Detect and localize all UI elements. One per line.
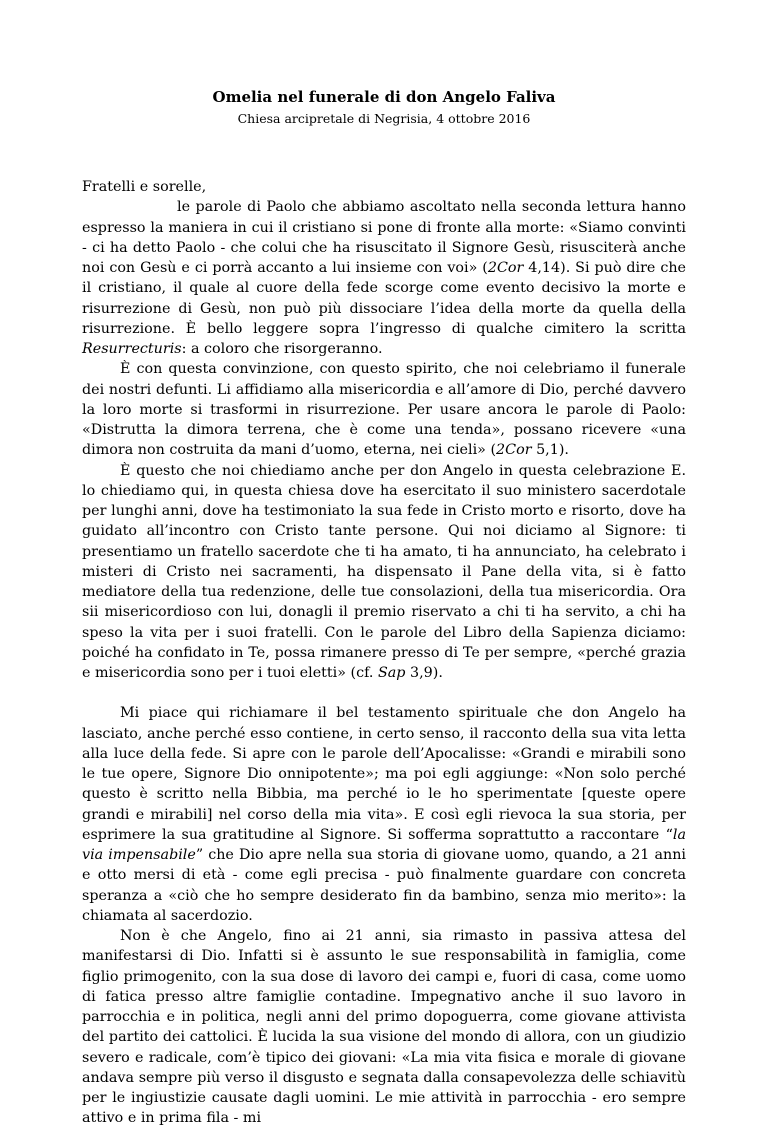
greeting: Fratelli e sorelle, [82, 179, 207, 195]
italic-text: la via impensabile [82, 826, 686, 863]
paragraph-3 [82, 461, 686, 684]
paragraph-4 [82, 703, 686, 926]
text-run: È con questa convinzione, con questo spirito, che noi celebriamo il funerale dei nostri defunti. Li affidiamo alla misericordia e all’amore di Dio, perché davvero la loro morte si trasformi in risurrezione. Per usare ancora le parole di Paolo: «Distrutta la dimora terrena, che è come una tenda», possano ricevere «una dimora non costruita da mani d’uomo, eterna, nei cieli» ( [82, 361, 686, 459]
text-run: le parole di Paolo che abbiamo ascoltato nella seconda lettura hanno espresso la maniera in cui il cristiano si pone di fronte alla morte: «Siamo convinti - ci ha detto Paolo - che colui che ha risuscitato il Signore Gesù, risusciterà anche noi con Gesù e ci porrà accanto a lui insieme con voi» ( [82, 199, 686, 276]
paragraph-2 [82, 359, 686, 460]
document-title: Omelia nel funerale di don Angelo Faliva [212, 88, 556, 106]
paragraph-5 [82, 926, 686, 1129]
document-subtitle: Chiesa arcipretale di Negrisia, 4 ottobre 2016 [237, 111, 531, 126]
text-run: ” che Dio apre nella sua storia di giovane uomo, quando, a 21 anni e otto mersi di età - come egli precisa - può finalmente guardare con concreta speranza a «ciò che ho sempre desiderato fin da bambino, senza mio merito»: la chiamata al sacerdozio. [82, 847, 686, 924]
document-body [82, 177, 686, 1129]
italic-text: 2Cor [496, 442, 532, 459]
italic-text: 2Cor [487, 260, 524, 276]
italic-text: Resurrecturis [82, 341, 182, 357]
text-run: Non è che Angelo, fino ai 21 anni, sia rimasto in passiva attesa del manifestarsi di Dio. Infatti si è assunto le sue responsabilità in famiglia, come figlio primogenito, con la sua dose di lavoro dei campi e, fuori di casa, come uomo di fatica presso altre famiglie contadine. Impegnativo anche il suo lavoro in parrocchia e in politica, negli anni del primo dopoguerra, come giovane attivista del partito dei cattolici. È lucida la sua visione del mondo di allora, con un giudizio severo e radicale, com’è tipico dei giovani: «La mia vita fisica e morale di giovane andava sempre più verso il disgusto e segnata dalla consapevolezza delle schiavitù per le ingiustizie causate dagli uomini. Le mie attività in parrocchia - ero sempre attivo e in prima fila - mi [82, 928, 686, 1127]
text-run: È questo che noi chiediamo anche per don Angelo in questa celebrazione E. lo chiediamo qui, in questa chiesa dove ha esercitato il suo ministero sacerdotale per lunghi anni, dove ha testimoniato la sua fede in Cristo morto e risorto, dove ha guidato all’incontro con Cristo tante persone. Qui noi diciamo al Signore: ti presentiamo un fratello sacerdote che ti ha amato, ti ha annunciato, ha celebrato i misteri di Cristo nei sacramenti, ha dispensato il Pane della vita, si è fatto mediatore della tua redenzione, delle tue consolazioni, della tua misericordia. Ora sii misericordioso con lui, donagli il premio riservato a chi ti ha servito, a chi ha speso la vita per i suoi fratelli. Con le parole del Libro della Sapienza diciamo: poiché ha confidato in Te, possa rimanere presso di Te per sempre, «perché grazia e misericordia sono per i tuoi eletti» (cf. [82, 462, 686, 681]
text-run: : a coloro che risorgeranno. [181, 341, 383, 357]
paragraph-1 [82, 197, 686, 359]
italic-text: Sap [377, 665, 406, 681]
text-run: 4,14). Si può dire che il cristiano, il quale al cuore della fede scorge come evento decisivo la morte e risurrezione di Gesù, non può più dissociare l’idea della morte da quella della risurrezione. È bello leggere sopra l’ingresso di qualche cimitero la scritta [82, 260, 686, 337]
text-run: 3,9). [405, 665, 443, 681]
text-run: Mi piace qui richiamare il bel testamento spirituale che don Angelo ha lasciato, anche perché esso contiene, in certo senso, il racconto della sua vita letta alla luce della fede. Si apre con le parole dell’Apocalisse: «Grandi e mirabili sono le tue opere, Signore Dio onnipotente»; ma poi egli aggiunge: «Non solo perché questo è scritto nella Bibbia, ma perché io le ho sperimentate [queste opere grandi e mirabili] nel corso della mia vita». E così egli rievoca la sua storia, per esprimere la sua gratitudine al Signore. Si sofferma soprattutto a raccontare “ [82, 705, 686, 843]
text-run: 5,1). [531, 442, 569, 459]
